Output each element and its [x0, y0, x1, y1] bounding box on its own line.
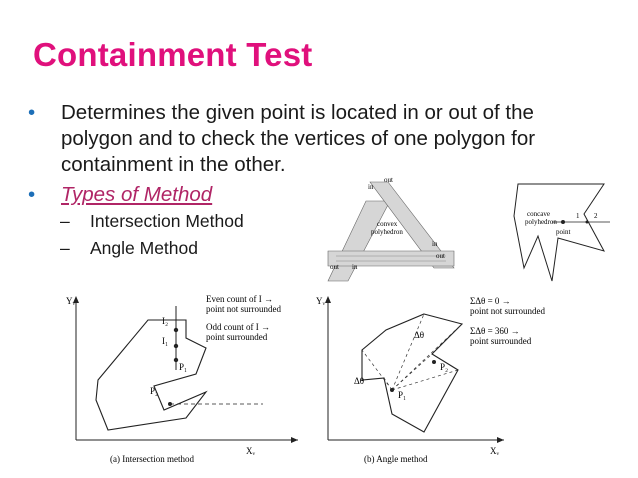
- label-in-left: in: [352, 263, 358, 271]
- label-dtheta-left: Δθ: [354, 376, 365, 386]
- label-point: point: [556, 228, 571, 236]
- label-out-left: out: [330, 263, 339, 271]
- bullet-line: Determines the given point is located in or out of the: [61, 101, 534, 124]
- polyhedron-figure: [326, 176, 616, 286]
- bullet-line: containment in the other.: [61, 153, 286, 176]
- axis-y-label: Yᵥ: [66, 296, 76, 306]
- bullet-dot: •: [28, 183, 36, 206]
- note-not-surrounded: point not surrounded: [470, 306, 545, 316]
- axis-y-label: Yᵥ: [316, 296, 326, 306]
- note-surrounded: point surrounded: [470, 336, 532, 346]
- label-p2: P₂: [440, 362, 449, 372]
- slide-title: Containment Test: [33, 36, 313, 73]
- note-sum-360: ΣΔθ = 360 →: [470, 326, 520, 336]
- label-in-right: in: [432, 240, 438, 248]
- label-out-top: out: [384, 176, 393, 184]
- caption-b: (b) Angle method: [364, 454, 428, 464]
- sub-bullet-dash: –: [60, 211, 70, 231]
- label-p1: P₁: [398, 390, 407, 400]
- note-sum-zero: ΣΔθ = 0 →: [470, 296, 511, 306]
- intersection-method-figure: [58, 290, 313, 470]
- intersection-polygon: [96, 320, 206, 430]
- label-polyhedron: polyhedron: [371, 228, 403, 236]
- types-of-method-link[interactable]: Types of Method: [61, 183, 213, 206]
- label-polyhedron2: polyhedron: [525, 218, 557, 226]
- label-i1: I₁: [162, 336, 169, 346]
- caption-a: (a) Intersection method: [110, 454, 194, 464]
- label-out-right: out: [436, 252, 445, 260]
- angle-method-figure: [314, 290, 554, 470]
- label-1: 1: [576, 212, 580, 220]
- note-not-surrounded: point not surrounded: [206, 304, 281, 314]
- label-i2: I₂: [162, 316, 169, 326]
- sub-bullet-label: Intersection Method: [90, 211, 244, 231]
- label-p1: P₁: [179, 362, 188, 372]
- bullet-dot: •: [28, 101, 36, 124]
- label-concave: concave: [527, 210, 550, 218]
- note-odd-count: Odd count of I →: [206, 322, 270, 332]
- bullet-line: polygon and to check the vertices of one polygon for: [61, 127, 536, 150]
- label-p2: P₂: [150, 386, 159, 396]
- label-dtheta-upper: Δθ: [414, 330, 425, 340]
- note-surrounded: point surrounded: [206, 332, 268, 342]
- angle-polygon: [362, 314, 462, 432]
- axis-x-label: Xᵥ: [246, 446, 256, 456]
- sub-bullet-dash: –: [60, 238, 70, 258]
- label-2: 2: [594, 212, 598, 220]
- label-convex: convex: [377, 220, 398, 228]
- label-in-top: in: [368, 183, 374, 191]
- note-even-count: Even count of I →: [206, 294, 273, 304]
- bullet-item: [28, 100, 618, 178]
- axis-x-label: Xᵥ: [490, 446, 500, 456]
- sub-bullet-label: Angle Method: [90, 238, 198, 258]
